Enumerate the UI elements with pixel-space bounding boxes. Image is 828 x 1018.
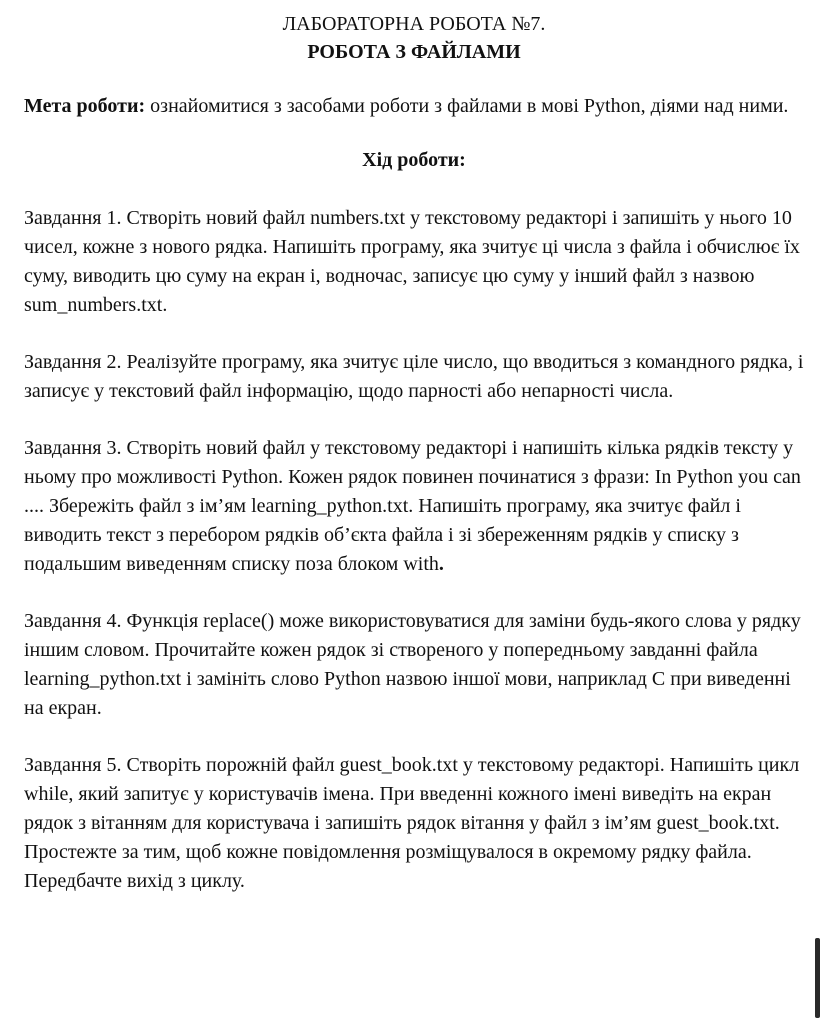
task-3-end: . [438, 553, 444, 575]
goal-paragraph [24, 92, 804, 120]
task-3 [24, 434, 804, 579]
task-3-text: Завдання 3. Створіть новий файл у текстовому редакторі і напишіть кілька рядків тексту у ньому про можливості Python. Кожен рядок повинен починатися з фрази: In Python you can .... Збережіть файл з ім’ям learning_python.txt. Напишіть програму, яка зчитує файл і виводить текст з перебором рядків об’єкта файла і зі збереженням рядків у списку з подальшим виведенням списку поза блоком with [24, 437, 801, 575]
scrollbar-thumb[interactable] [815, 938, 820, 1018]
lab-subtitle: РОБОТА З ФАЙЛАМИ [307, 41, 521, 63]
lab-title: ЛАБОРАТОРНА РОБОТА №7. [282, 13, 546, 35]
goal-label: Мета роботи: [24, 95, 146, 117]
task-2: Завдання 2. Реалізуйте програму, яка зчитує ціле число, що вводиться з командного рядка, і записує у текстовий файл інформацію, щодо парності або непарності числа. [24, 351, 804, 402]
document-page [24, 0, 804, 896]
task-1: Завдання 1. Створіть новий файл numbers.txt у текстовому редакторі і запишіть у нього 10 чисел, кожне з нового рядка. Напишіть програму, яка зчитує ці числа з файла і обчислює їх суму, виводить цю суму на екран і, водночас, записує цю суму у інший файл з назвою sum_numbers.txt. [24, 207, 800, 316]
goal-text: ознайомитися з засобами роботи з файлами в мові Python, діями над ними. [145, 95, 789, 117]
task-4: Завдання 4. Функція replace() може використовуватися для заміни будь-якого слова у рядку іншим словом. Прочитайте кожен рядок зі створеного у попередньому завданні файла learning_python.txt і замініть слово Python назвою іншої мови, наприклад С при виведенні на екран. [24, 610, 801, 719]
task-5: Завдання 5. Створіть порожній файл guest_book.txt у текстовому редакторі. Напишіть цикл while, який запитує у користувачів імена. При введенні кожного імені виведіть на екран рядок з вітанням для користувача і запишіть рядок вітання у файл з ім’ям guest_book.txt. Простежте за тим, щоб кожне повідомлення розміщувалося в окремому рядку файла. Передбачте вихід з циклу. [24, 754, 800, 892]
progress-heading: Хід роботи: [362, 149, 466, 171]
